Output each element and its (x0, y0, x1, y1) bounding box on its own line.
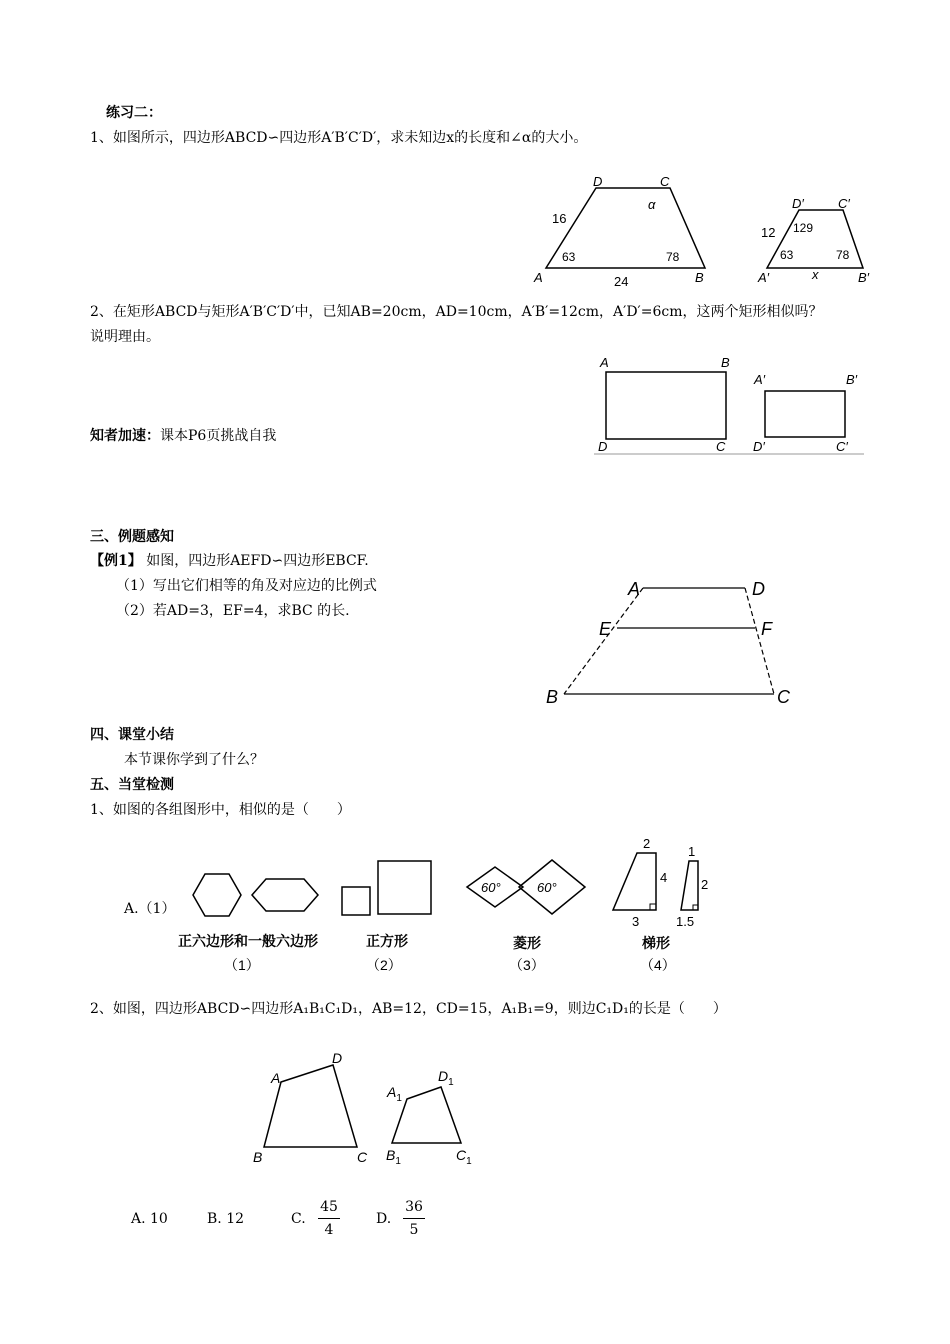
rect-label-c-prime: C′ (836, 439, 848, 454)
ex-label-f: F (761, 619, 772, 639)
angle-d-prime-value: 129 (793, 221, 814, 235)
option-a: A. 10 (131, 1211, 168, 1227)
label-b: B (695, 270, 704, 285)
label-a-prime: A′ (758, 270, 770, 285)
rect-label-d: D (598, 439, 608, 454)
ex-label-e: E (599, 619, 612, 639)
small-square (342, 887, 370, 915)
group-1-number: （1） (224, 957, 260, 973)
example-sub-1: （1）写出它们相等的角及对应边的比例式 (116, 578, 377, 594)
option-c-denominator: 4 (324, 1222, 334, 1238)
rect-label-b-prime: B′ (846, 372, 858, 387)
section-5-title: 五、当堂检测 (90, 777, 174, 793)
question-2-text-continued: 说明理由。 (90, 329, 160, 345)
similar-trapezoids-figure (530, 170, 880, 290)
label-d-prime: D′ (792, 196, 804, 211)
side-ad-length: 16 (552, 211, 567, 226)
rect-label-c: C (716, 439, 726, 454)
rhombus-2-angle: 60° (537, 880, 557, 895)
rect-label-a: A (600, 355, 609, 370)
question-1-text: 1、如图所示，四边形ABCD∽四边形A′B′C′D′，求未知边x的长度和∠α的大小。 (90, 130, 588, 146)
rectangle-abcd (606, 372, 726, 439)
test-question-1: 1、如图的各组图形中，相似的是（ ） (90, 802, 351, 818)
ex-label-b: B (546, 687, 559, 707)
unknown-x-label: x (812, 267, 819, 282)
test-q1-option-a: A.（1） (124, 901, 176, 917)
side-ab-length: 24 (614, 274, 629, 289)
exercise-title: 练习二： (106, 105, 162, 121)
alpha-label: α (648, 197, 656, 212)
extra-challenge (90, 427, 276, 445)
side-ad-prime-length: 12 (761, 225, 776, 240)
ex-label-c: C (777, 687, 790, 707)
label-b-prime: B′ (858, 270, 870, 285)
label-c: C (660, 174, 670, 189)
group-2-caption: 正方形 (366, 933, 408, 949)
general-hexagon (252, 879, 318, 911)
trapezoid-1-top: 2 (643, 836, 651, 851)
option-d-label: D. (376, 1211, 392, 1227)
group-3-number: （3） (509, 957, 545, 973)
q-label-a: A (271, 1070, 281, 1086)
quadrilaterals-figure (245, 1045, 495, 1170)
option-d-denominator: 5 (409, 1222, 419, 1238)
trapezoid-2-side: 2 (701, 877, 709, 892)
example-1 (90, 552, 369, 570)
q-label-c: C (357, 1149, 368, 1165)
trapezoid-1-side: 4 (660, 870, 668, 885)
q-label-d1: $D_1$ (438, 1068, 454, 1088)
label-c-prime: C′ (838, 196, 850, 211)
option-d-fraction (403, 1198, 425, 1239)
rectangle-a-prime (765, 391, 845, 437)
rect-label-b: B (721, 355, 730, 370)
angle-b-prime-value: 78 (836, 248, 850, 262)
regular-hexagon (193, 874, 241, 916)
quadrilateral-a1b1c1d1 (392, 1087, 461, 1143)
group-4-number: （4） (640, 957, 676, 973)
trapezoid-2-top: 1 (688, 844, 696, 859)
q-label-a1: $A_1$ (387, 1084, 402, 1104)
label-a: A (534, 270, 543, 285)
small-trapezoid (681, 861, 698, 910)
q-label-b1: $B_1$ (386, 1147, 401, 1167)
large-trapezoid (613, 853, 656, 910)
angle-a-prime-value: 63 (780, 248, 794, 262)
example-label: 【例1】 (90, 553, 142, 569)
rect-label-a-prime: A′ (754, 372, 766, 387)
trapezoid-2-bottom: 1.5 (676, 914, 695, 929)
section-4-text: 本节课你学到了什么？ (124, 752, 264, 768)
group-1-caption: 正六边形和一般六边形 (178, 933, 318, 949)
large-square (378, 861, 431, 914)
shape-groups-figure (170, 830, 730, 980)
option-c-label: C. (291, 1211, 306, 1227)
group-3-caption: 菱形 (513, 935, 541, 951)
option-c-numerator: 45 (320, 1199, 338, 1215)
option-b: B. 12 (207, 1211, 245, 1227)
example-trapezoid-figure (540, 575, 800, 715)
question-2-text: 2、在矩形ABCD与矩形A′B′C′D′中，已知AB=20cm，AD=10cm，A′B′=12cm，A′D′=6cm，这两个矩形相似吗？ (90, 304, 823, 320)
section-4-title: 四、课堂小结 (90, 727, 174, 743)
group-2-number: （2） (366, 957, 402, 973)
q-label-d: D (332, 1050, 343, 1066)
rhombus-1-angle: 60° (481, 880, 501, 895)
extra-label: 知者加速： (90, 428, 160, 444)
extra-text: 课本P6页挑战自我 (160, 428, 277, 444)
q-label-c1: $C_1$ (456, 1147, 472, 1167)
similar-rectangles-figure (594, 353, 870, 457)
section-3-title: 三、例题感知 (90, 529, 174, 545)
example-sub-2: （2）若AD=3，EF=4，求BC 的长. (116, 603, 350, 619)
rect-label-d-prime: D′ (753, 439, 765, 454)
q-label-b: B (253, 1149, 263, 1165)
ex-label-d: D (752, 579, 765, 599)
label-d: D (593, 174, 603, 189)
example-text: 如图，四边形AEFD∽四边形EBCF. (141, 553, 369, 569)
test-question-2: 2、如图，四边形ABCD∽四边形A₁B₁C₁D₁，AB=12，CD=15，A₁B₁=9，则边C₁D₁的长是（ ） (90, 1001, 727, 1017)
option-d-numerator: 36 (405, 1199, 423, 1215)
angle-b-value: 78 (666, 250, 680, 264)
angle-a-value: 63 (562, 250, 576, 264)
option-c-fraction (318, 1198, 340, 1239)
ex-label-a: A (628, 579, 641, 599)
group-4-caption: 梯形 (642, 935, 670, 951)
trapezoid-1-bottom: 3 (632, 914, 640, 929)
